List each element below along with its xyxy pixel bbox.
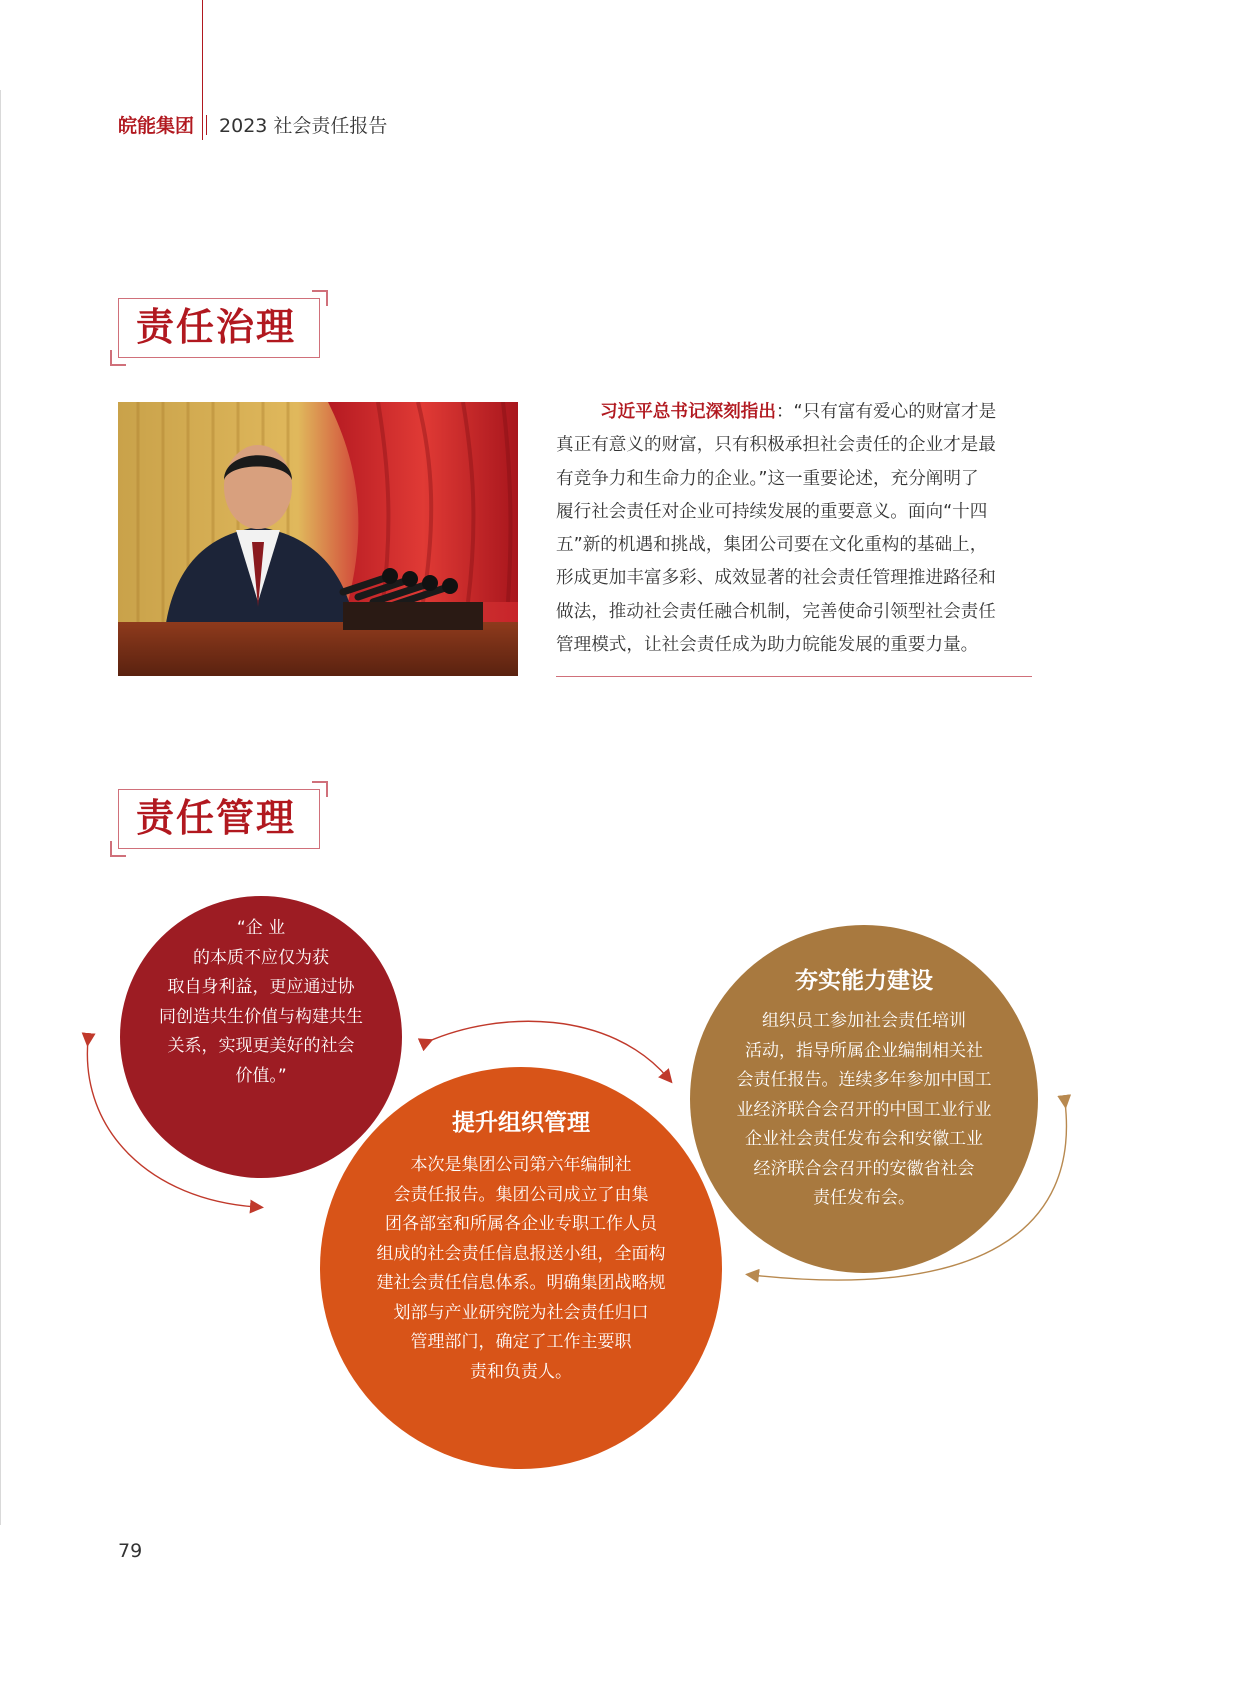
circle-line: 业经济联合会召开的中国工业行业 [736,1099,992,1120]
org-management-circle [320,1067,722,1469]
circle-line: 组成的社会责任信息报送小组，全面构 [376,1243,666,1264]
title-frame-corner [110,841,126,857]
circle-line: 企业社会责任发布会和安徽工业 [745,1129,983,1149]
header-divider [206,115,207,135]
circle-line: 团各部室和所属各企业专职工作人员 [385,1214,657,1234]
speech-photo-illustration [118,402,518,676]
quote-line: 真正有意义的财富，只有积极承担社会责任的企业才是最 [556,435,996,456]
governance-quote [556,396,1032,662]
circle-line: 取自身利益，更应通过协 [167,977,355,997]
circle-line: 组织员工参加社会责任培训 [762,1011,966,1031]
quote-divider [556,676,1032,677]
quote-line: 有竞争力和生命力的企业。”这一重要论述，充分阐明了 [556,468,979,489]
circle-line: 经济联合会召开的安徽省社会 [753,1158,975,1179]
circle-body [320,1151,722,1387]
circle-line: “企 业 [236,918,286,938]
circle-line: 会责任报告。连续多年参加中国工 [736,1070,992,1090]
page-number: 79 [118,1540,143,1562]
left-border-line [0,90,1,1525]
brand-name: 皖能集团 [118,115,195,137]
circle-line: 管理部门，确定了工作主要职 [410,1332,632,1352]
circle-line: 本次是集团公司第六年编制社 [410,1155,632,1175]
quote-line: ：“只有富有爱心的财富才是 [775,402,997,422]
circle-quote-text [120,914,402,1091]
circle-line: 价值。” [235,1065,287,1086]
circle-line: 同创造共生价值与构建共生 [159,1006,363,1027]
title-frame-corner [312,290,328,306]
circle-line: 责和负责人。 [470,1361,572,1382]
section-title-text: 责任管理 [136,796,297,840]
circle-line: 活动，指导所属企业编制相关社 [745,1040,983,1061]
section-title-text: 责任治理 [136,305,297,349]
section-title-management [118,789,320,849]
circle-line: 会责任报告。集团公司成立了由集 [393,1184,649,1205]
speech-photo [118,402,518,676]
quote-line: 管理模式，让社会责任成为助力皖能发展的重要力量。 [556,635,979,656]
circle-line: 的本质不应仅为获 [193,947,329,968]
report-title: 2023 社会责任报告 [219,115,388,137]
title-frame-corner [312,781,328,797]
page-header [118,113,387,139]
circle-line: 划部与产业研究院为社会责任归口 [393,1302,649,1323]
quote-line: 履行社会责任对企业可持续发展的重要意义。面向“十四 [556,501,988,522]
quote-paragraph [556,396,1032,429]
quote-line: 形成更加丰富多彩、成效显著的社会责任管理推进路径和 [556,568,996,589]
circle-title: 提升组织管理 [452,1110,590,1136]
circle-body [690,1007,1038,1214]
quote-line: 做法，推动社会责任融合机制，完善使命引领型社会责任 [556,601,996,622]
circle-title: 夯实能力建设 [795,968,933,994]
section-title-governance [118,298,320,358]
capacity-building-circle [690,925,1038,1273]
title-frame-corner [110,350,126,366]
quote-lead: 习近平总书记深刻指出 [600,402,776,422]
circle-line: 责任发布会。 [813,1188,915,1208]
circle-line: 建社会责任信息体系。明确集团战略规 [376,1273,666,1293]
circle-line: 关系，实现更美好的社会 [167,1036,355,1056]
quote-line: 五”新的机遇和挑战，集团公司要在文化重构的基础上， [556,535,988,556]
